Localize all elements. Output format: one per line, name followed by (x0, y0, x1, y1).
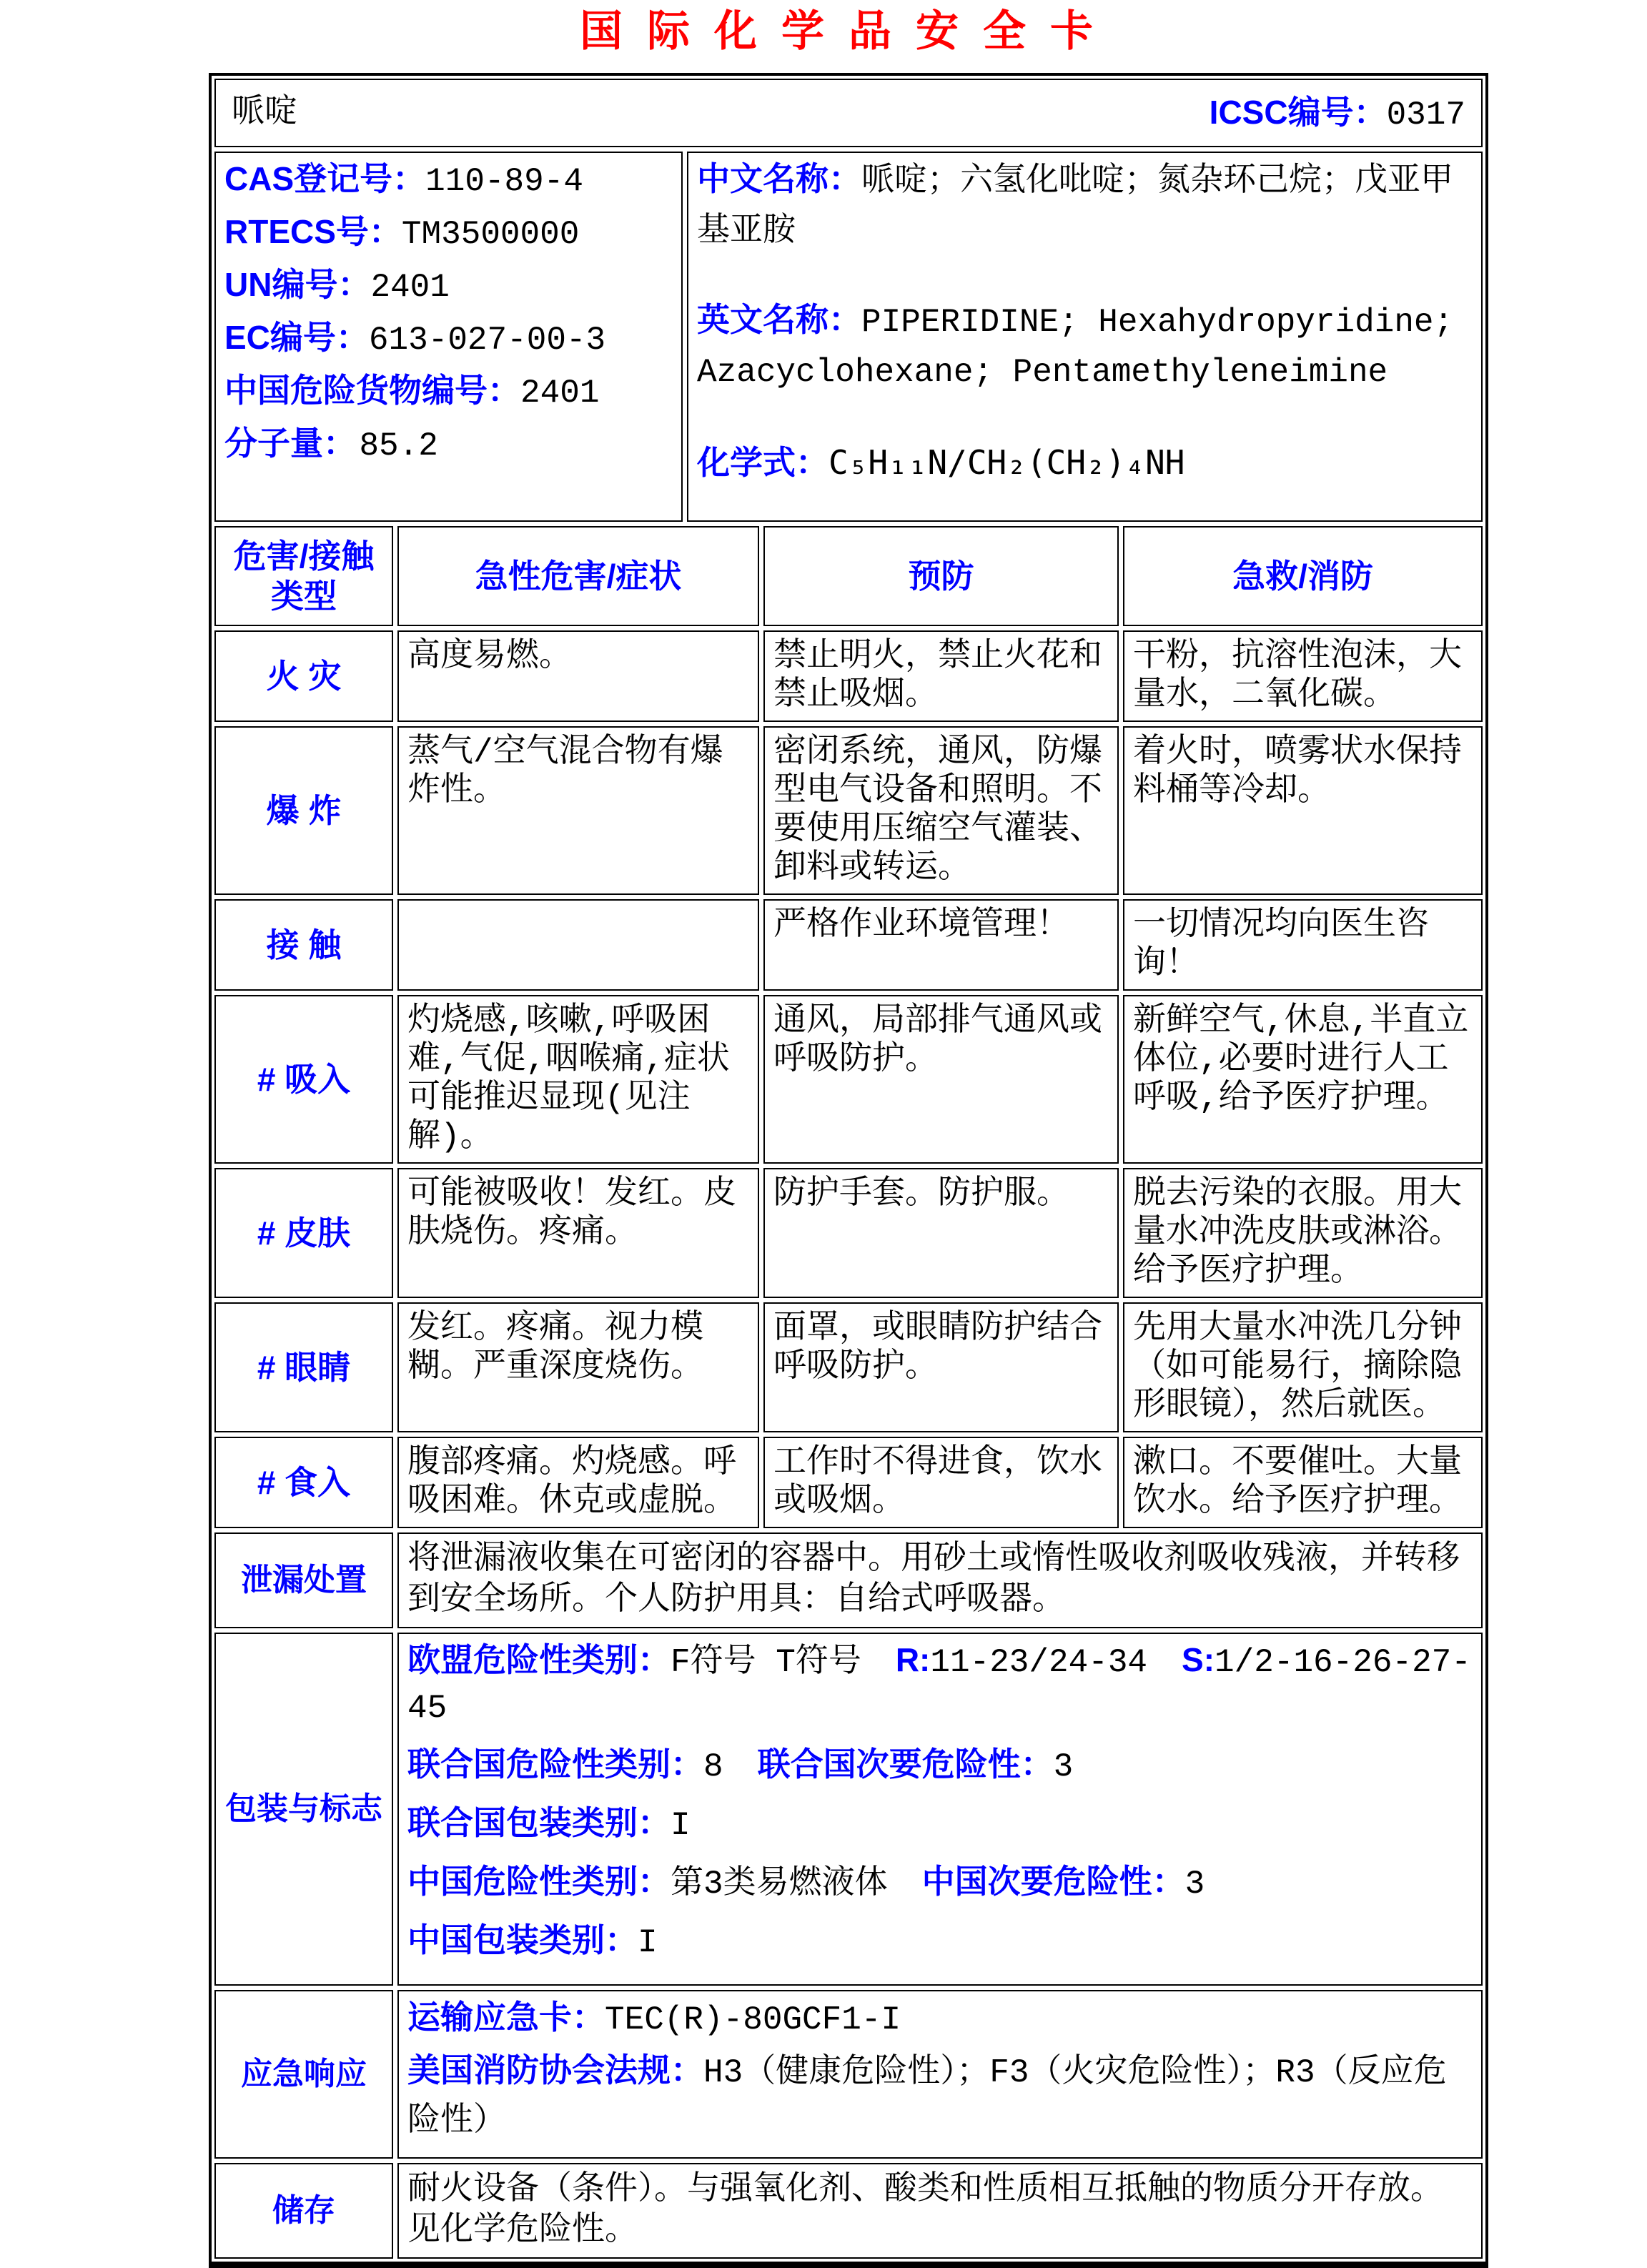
names-cell (687, 152, 1483, 522)
spill-label: 泄漏处置 (241, 1563, 367, 1598)
hazard-firstaid-cell: 漱口。不要催吐。大量饮水。给予医疗护理。 (1123, 1437, 1483, 1528)
spill-label-cell (214, 1532, 393, 1628)
un-sub-value: 3 (1053, 1748, 1074, 1786)
nfpa-line (407, 2050, 1473, 2149)
hazard-type-cell (214, 630, 393, 722)
un-class-line (407, 1744, 1473, 1793)
header-acute-label: 急性危害/症状 (475, 558, 682, 595)
hazard-type-cell (214, 726, 393, 895)
hazard-firstaid-cell: 脱去污染的衣服。用大量水冲洗皮肤或淋浴。给予医疗护理。 (1123, 1168, 1483, 1298)
hazard-type-cell (214, 1437, 393, 1528)
chinese-name-line (697, 159, 1473, 259)
formula-value: C₅H₁₁N/CH₂(CH₂)₄NH (829, 443, 1185, 482)
hazard-prevention-cell: 工作时不得进食，饮水或吸烟。 (763, 1437, 1119, 1528)
ec-line (224, 317, 673, 369)
china-dg-label: 中国危险货物编号： (224, 372, 520, 409)
emergency-content-cell (397, 1990, 1483, 2159)
cn-class-value: 第3类易燃液体 (671, 1866, 888, 1903)
hazard-acute-cell: 高度易燃。 (397, 630, 759, 722)
hazard-type-cell (214, 995, 393, 1164)
hazard-type-label: 接 触 (266, 926, 342, 964)
header-acute-cell (397, 526, 759, 626)
hazard-acute-cell: 腹部疼痛。灼烧感。呼吸困难。休克或虚脱。 (397, 1437, 759, 1528)
china-dg-value: 2401 (520, 375, 600, 412)
hazard-row-exposure (214, 899, 1483, 991)
china-dg-line (224, 370, 673, 422)
hazard-acute-cell: 灼烧感,咳嗽,呼吸困难,气促,咽喉痛,症状可能推迟显现(见注解)。 (397, 995, 759, 1164)
emergency-row (214, 1990, 1483, 2159)
hazard-type-cell (214, 1168, 393, 1298)
header-type-cell (214, 526, 393, 626)
header-firstaid-label: 急救/消防 (1232, 558, 1373, 595)
cas-value: 110-89-4 (425, 163, 583, 200)
hazard-prevention-cell: 严格作业环境管理！ (763, 899, 1119, 991)
s-phrases-value: 1/2-16-26-27-45 (407, 1644, 1471, 1727)
hazard-acute-cell (397, 899, 759, 991)
rtecs-label: RTECS号： (224, 213, 402, 250)
nfpa-value: H3（健康危险性）；F3（火灾危险性）；R3（反应危险性） (407, 2054, 1447, 2140)
un-pack-value: I (671, 1807, 691, 1844)
hazard-type-label: # 食入 (257, 1464, 351, 1501)
hazard-row-skin (214, 1168, 1483, 1298)
cn-class-label: 中国危险性类别： (407, 1863, 671, 1900)
hazard-prevention-cell: 通风，局部排气通风或呼吸防护。 (763, 995, 1119, 1164)
hazard-firstaid-cell: 着火时，喷雾状水保持料桶等冷却。 (1123, 726, 1483, 895)
packaging-row (214, 1633, 1483, 1986)
emergency-label: 应急响应 (241, 2056, 367, 2091)
cn-sub-value: 3 (1184, 1866, 1205, 1903)
un-class-value: 8 (703, 1748, 723, 1786)
icsc-label: ICSC编号： (1209, 93, 1387, 131)
hazard-prevention-cell: 面罩，或眼睛防护结合呼吸防护。 (763, 1302, 1119, 1432)
eu-class-value: F符号 T符号 (671, 1644, 861, 1681)
header-type-label: 危害/接触类型 (233, 538, 375, 615)
hazard-row-explosion (214, 726, 1483, 895)
storage-label: 储存 (272, 2193, 335, 2228)
eu-class-line (407, 1640, 1473, 1734)
cn-class-line (407, 1861, 1473, 1910)
hazard-row-eyes (214, 1302, 1483, 1432)
hazard-type-label: # 眼睛 (257, 1349, 351, 1386)
r-phrases-value: 11-23/24-34 (930, 1644, 1148, 1681)
molweight-line (224, 423, 673, 475)
storage-text-cell: 耐火设备（条件）。与强氧化剂、酸类和性质相互抵触的物质分开存放。见化学危险性。 (397, 2163, 1483, 2259)
english-name-label: 英文名称： (697, 301, 861, 338)
icsc-number: 0317 (1386, 96, 1465, 134)
hazard-type-label: 爆 炸 (266, 792, 342, 829)
packaging-label: 包装与标志 (225, 1791, 382, 1826)
hazard-firstaid-cell: 新鲜空气,休息,半直立体位,必要时进行人工呼吸,给予医疗护理。 (1123, 995, 1483, 1164)
tec-label: 运输应急卡： (407, 1999, 605, 2036)
hazard-row-inhalation (214, 995, 1483, 1164)
english-name-value: PIPERIDINE; Hexahydropyridine; Azacyclohexane; Pentamethyleneimine (697, 304, 1454, 391)
hazard-prevention-cell: 禁止明火，禁止火花和禁止吸烟。 (763, 630, 1119, 722)
cas-label: CAS登记号： (224, 160, 426, 197)
hazard-type-cell (214, 1302, 393, 1432)
chinese-name-label: 中文名称： (697, 160, 861, 197)
hazard-type-label: 火 灾 (266, 658, 342, 695)
hazard-acute-cell: 可能被吸收！发红。皮肤烧伤。疼痛。 (397, 1168, 759, 1298)
hazard-acute-cell: 蒸气/空气混合物有爆炸性。 (397, 726, 759, 895)
eu-class-label: 欧盟危险性类别： (407, 1641, 671, 1678)
formula-label: 化学式： (697, 444, 829, 481)
cas-line (224, 159, 673, 210)
rtecs-value: TM3500000 (401, 216, 580, 253)
hazard-type-label: # 皮肤 (257, 1214, 351, 1252)
english-name-line (697, 299, 1473, 400)
header-prevention-label: 预防 (908, 558, 974, 595)
un-sub-label: 联合国次要危险性： (757, 1745, 1054, 1783)
un-value: 2401 (370, 269, 450, 306)
emergency-label-cell (214, 1990, 393, 2159)
header-firstaid-cell (1123, 526, 1483, 626)
name-row (214, 79, 1483, 147)
hazard-firstaid-cell: 先用大量水冲洗几分钟（如可能易行，摘除隐形眼镜），然后就医。 (1123, 1302, 1483, 1432)
cn-sub-label: 中国次要危险性： (921, 1863, 1185, 1900)
hazard-firstaid-cell: 干粉，抗溶性泡沫，大量水，二氧化碳。 (1123, 630, 1483, 722)
nfpa-label: 美国消防协会法规： (407, 2051, 703, 2089)
storage-label-cell (214, 2163, 393, 2259)
ec-value: 613-027-00-3 (368, 322, 606, 359)
spill-text-cell: 将泄漏液收集在可密闭的容器中。用砂土或惰性吸收剂吸收残液，并转移到安全场所。个人防护用具：自给式呼吸器。 (397, 1532, 1483, 1628)
icsc-number-group (1210, 92, 1465, 134)
packaging-label-cell (214, 1633, 393, 1986)
packaging-content-cell (397, 1633, 1483, 1986)
un-pack-label: 联合国包装类别： (407, 1804, 671, 1841)
formula-line (697, 440, 1473, 493)
storage-row (214, 2163, 1483, 2259)
cn-pack-label: 中国包装类别： (407, 1921, 638, 1958)
chinese-name-value: 哌啶；六氢化吡啶；氮杂环己烷；戊亚甲基亚胺 (697, 163, 1453, 250)
hazard-row-ingestion (214, 1437, 1483, 1528)
un-line (224, 264, 673, 316)
cn-pack-value: I (638, 1924, 658, 1961)
molweight-value: 85.2 (359, 427, 438, 465)
registry-numbers-cell (214, 152, 683, 522)
r-phrases-label: R: (895, 1641, 931, 1678)
cn-pack-line (407, 1920, 1473, 1969)
hazard-prevention-cell: 防护手套。防护服。 (763, 1168, 1119, 1298)
header-prevention-cell (763, 526, 1119, 626)
tec-value: TEC(R)-80GCF1-I (605, 2001, 901, 2039)
hazard-firstaid-cell: 一切情况均向医生咨询！ (1123, 899, 1483, 991)
molweight-label: 分子量： (224, 425, 356, 462)
un-class-label: 联合国危险性类别： (407, 1745, 703, 1783)
tec-line (407, 1997, 1473, 2047)
hazard-type-cell (214, 899, 393, 991)
rtecs-line (224, 212, 673, 263)
hazard-acute-cell: 发红。疼痛。视力模糊。严重深度烧伤。 (397, 1302, 759, 1432)
page-title: 国际化学品安全卡 (580, 7, 1117, 55)
name-cell (214, 79, 1483, 147)
hazard-prevention-cell: 密闭系统，通风，防爆型电气设备和照明。不要使用压缩空气灌装、卸料或转运。 (763, 726, 1119, 895)
s-phrases-label: S: (1182, 1641, 1215, 1678)
icsc-card (209, 73, 1488, 2268)
hazard-type-label: # 吸入 (257, 1061, 351, 1098)
identification-row (214, 152, 1483, 522)
hazard-header-row (214, 526, 1483, 626)
un-pack-line (407, 1803, 1473, 1851)
ec-label: EC编号： (224, 319, 369, 356)
substance-name: 哌啶 (232, 94, 297, 132)
hazard-row-fire (214, 630, 1483, 722)
un-label: UN编号： (224, 266, 371, 303)
spill-row (214, 1532, 1483, 1628)
